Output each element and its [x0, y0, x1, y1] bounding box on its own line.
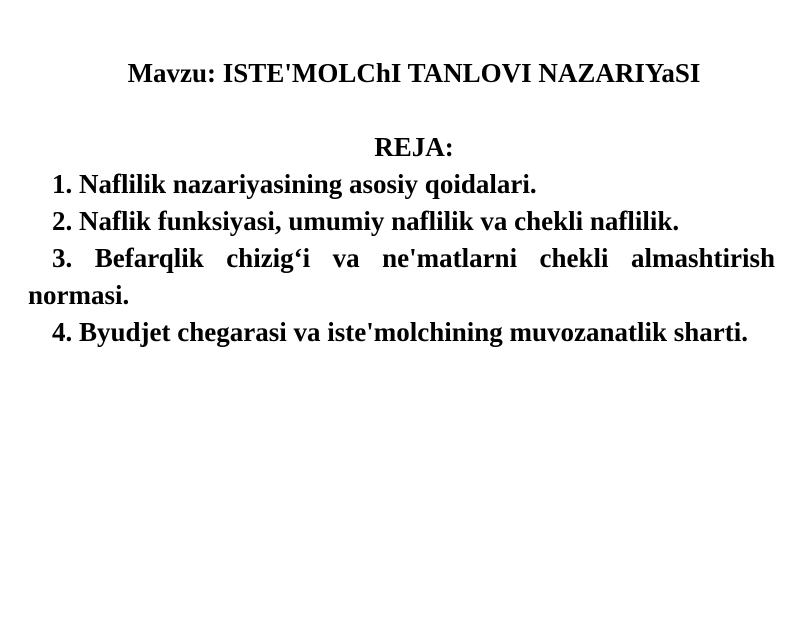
plan-item-number: 1. [52, 169, 73, 199]
document-title: Mavzu: ISTE'MOLChI TANLOVI NAZARIYaSI [127, 58, 701, 88]
plan-item [28, 240, 775, 314]
plan-item [28, 314, 775, 351]
plan-item-text: Befarqlik chizig‘i va ne'matlarni chekli almashtirish normasi. [28, 243, 775, 310]
plan-item-text: Byudjet chegarasi va iste'molchining muvozanatlik sharti. [79, 317, 749, 347]
plan-list [28, 166, 775, 351]
plan-heading: REJA: [374, 132, 454, 162]
plan-item-number: 3. [52, 243, 73, 273]
plan-item-text: Naflilik nazariyasining asosiy qoidalari. [79, 169, 537, 199]
plan-item [28, 203, 775, 240]
plan-item [28, 166, 775, 203]
plan-item-number: 2. [52, 206, 73, 236]
plan-item-number: 4. [52, 317, 73, 347]
plan-item-text: Naflik funksiyasi, umumiy naflilik va chekli naflilik. [79, 206, 680, 236]
